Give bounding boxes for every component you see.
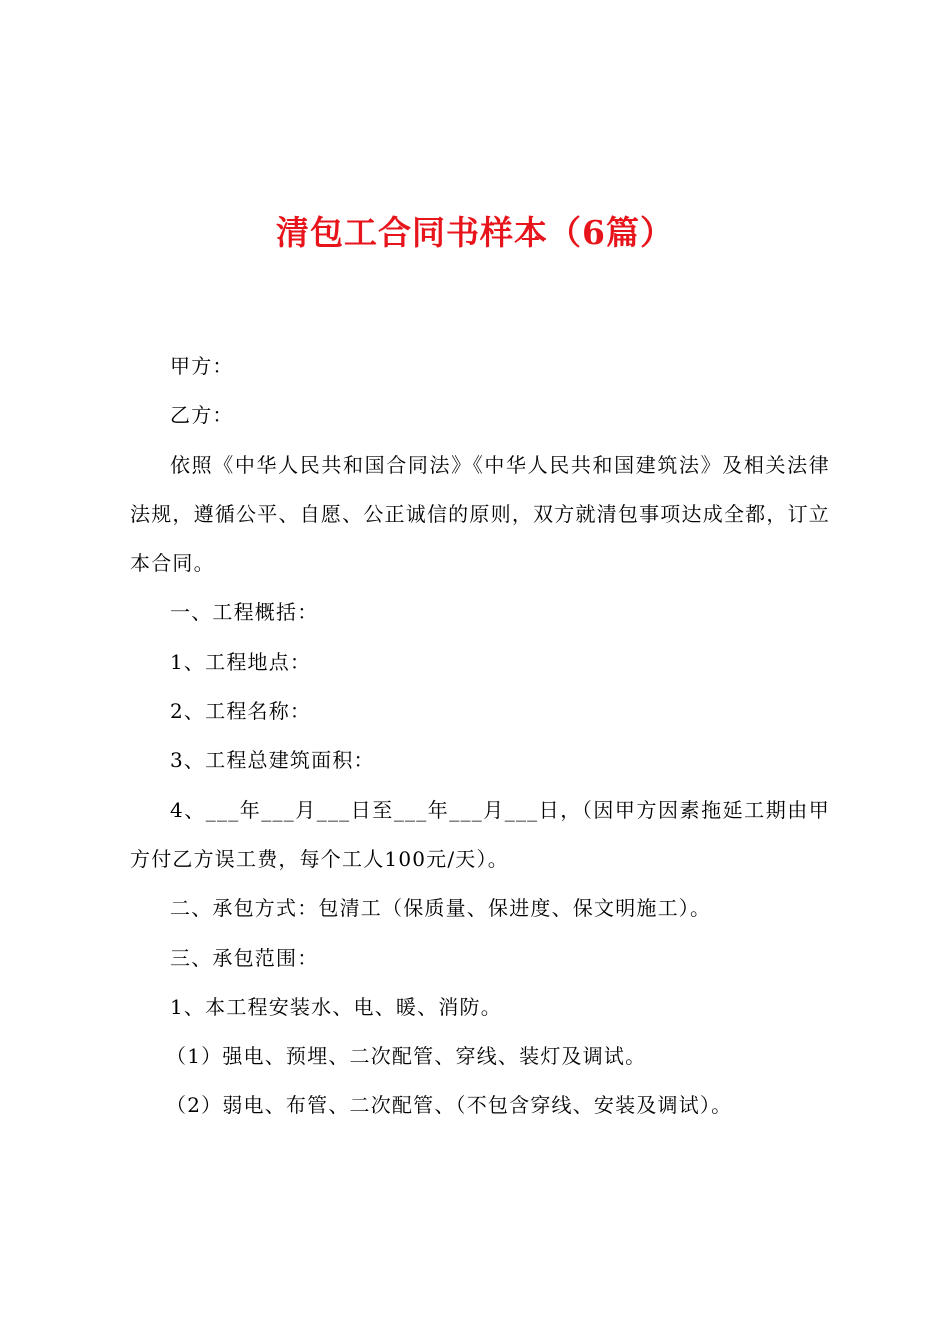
scope-item-installation: 1、本工程安装水、电、暖、消防。: [170, 994, 502, 1019]
scope-subitem-strong-current: （1）强电、预埋、二次配管、穿线、装灯及调试。: [166, 1044, 647, 1069]
item-total-floor-area: 3、工程总建筑面积：: [170, 748, 375, 773]
section-heading-contract-scope: 三、承包范围：: [170, 945, 319, 970]
scope-subitem-weak-current: （2）弱电、布管、二次配管、（不包含穿线、安装及调试）。: [166, 1093, 733, 1118]
document-body: [130, 342, 830, 1131]
section-heading-contract-method: 二、承包方式：包清工（保质量、保进度、保文明施工）。: [170, 896, 712, 921]
preamble-paragraph: 依照《中华人民共和国合同法》《中华人民共和国建筑法》及相关法律法规，遵循公平、自愿、公正诚信的原则，双方就清包事项达成全都，订立本合同。: [130, 452, 830, 576]
party-a-line: 甲方：: [170, 354, 234, 378]
document-title: 清包工合同书样本（6篇）: [276, 213, 674, 252]
item-project-period: 4、___年___月___日至___年___月___日，（因甲方因素拖延工期由甲方付乙方误工费，每个工人100元/天）。: [130, 797, 830, 871]
section-heading-overview: 一、工程概括：: [170, 600, 319, 625]
item-project-location: 1、工程地点：: [170, 649, 312, 674]
party-b-line: 乙方：: [170, 403, 234, 428]
item-project-name: 2、工程名称：: [170, 699, 312, 724]
